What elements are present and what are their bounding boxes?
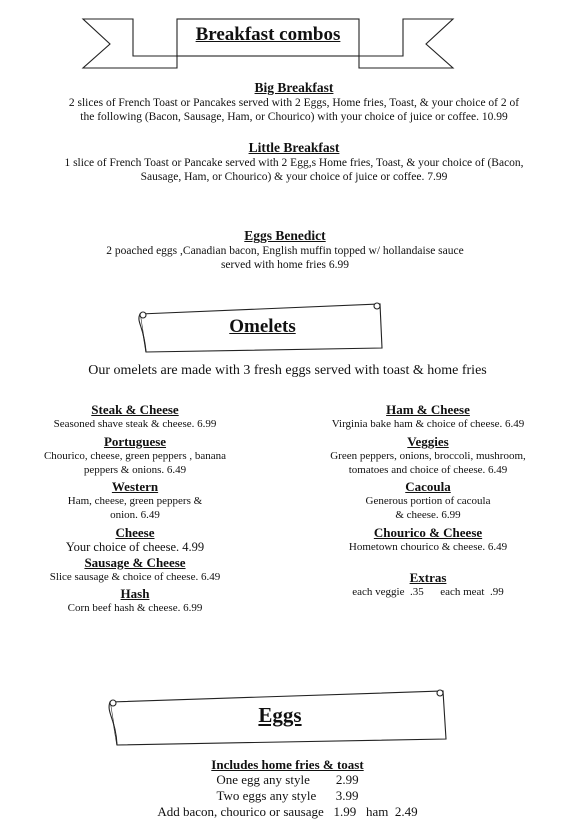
omelet-hash: [20, 586, 250, 616]
omelet-western: [20, 479, 250, 523]
omelets-left-column: [20, 402, 250, 615]
omelet-desc: Slice sausage & choice of cheese. 6.49: [49, 571, 221, 583]
omelets-right-column: [302, 402, 554, 600]
big-breakfast-desc-line2: the following (Bacon, Sausage, Ham, or Chourico) with your choice of juice or coffee. 10.99: [80, 111, 508, 123]
omelet-name: Extras: [409, 570, 447, 585]
omelet-name: Steak & Cheese: [91, 402, 179, 417]
omelets-title: Omelets: [229, 316, 296, 337]
omelet-sausage-cheese: [20, 555, 250, 585]
omelet-cacoula: [302, 479, 554, 523]
eggs-benedict-desc-line1: 2 poached eggs ,Canadian bacon, English muffin topped w/ hollandaise sauce: [106, 245, 464, 257]
omelet-steak-cheese: [20, 402, 250, 432]
omelet-name: Portuguese: [103, 433, 167, 449]
omelet-desc: tomatoes and choice of cheese. 6.49: [348, 464, 508, 476]
big-breakfast-item: [0, 80, 570, 124]
little-breakfast-name: Little Breakfast: [248, 140, 340, 155]
omelet-name: Western: [111, 478, 159, 494]
little-breakfast-item: [0, 140, 570, 184]
eggs-line: Two eggs any style 3.99: [216, 788, 359, 803]
eggs-section: [0, 757, 570, 820]
omelet-desc: onion. 6.49: [110, 509, 160, 521]
big-breakfast-name: Big Breakfast: [254, 80, 334, 95]
omelet-desc: Ham, cheese, green peppers &: [67, 494, 203, 507]
omelet-veggies: [302, 434, 554, 478]
eggs-line: Add bacon, chourico or sausage 1.99 ham 2.49: [157, 804, 418, 819]
omelet-name: Ham & Cheese: [386, 402, 470, 417]
eggs-benedict-desc-line2: served with home fries 6.99: [220, 259, 350, 271]
omelet-name: Cacoula: [405, 478, 451, 494]
omelet-cheese: [20, 525, 250, 555]
omelet-desc: Chourico, cheese, green peppers , banana: [43, 449, 227, 462]
omelet-desc: Hometown chourico & cheese. 6.49: [348, 540, 508, 553]
omelet-desc: Green peppers, onions, broccoli, mushroom,: [330, 449, 526, 462]
omelet-desc: & cheese. 6.99: [395, 509, 461, 521]
big-breakfast-desc-line1: 2 slices of French Toast or Pancakes served with 2 Eggs, Home fries, Toast, & your choice of 2 of: [68, 97, 520, 109]
omelet-portuguese: [20, 434, 250, 478]
omelet-name: Cheese: [115, 524, 155, 540]
eggs-benedict-item: [0, 228, 570, 272]
omelet-desc: Virginia bake ham & choice of cheese. 6.49: [331, 418, 525, 430]
eggs-title: Eggs: [258, 703, 302, 727]
omelet-desc: Your choice of cheese. 4.99: [65, 539, 205, 554]
little-breakfast-desc-line2: Sausage, Ham, or Chourico) & your choice of juice or coffee. 7.99: [140, 171, 448, 183]
eggs-line: One egg any style 2.99: [216, 772, 359, 787]
omelet-desc: peppers & onions. 6.49: [83, 464, 187, 476]
omelet-name: Sausage & Cheese: [84, 555, 186, 570]
omelets-intro: Our omelets are made with 3 fresh eggs served with toast & home fries: [88, 363, 487, 378]
omelet-desc: Corn beef hash & cheese. 6.99: [67, 601, 203, 614]
omelet-desc: Generous portion of cacoula: [365, 494, 491, 507]
omelet-extras: [302, 570, 554, 600]
eggs-heading: Includes home fries & toast: [211, 757, 364, 772]
omelet-desc: Seasoned shave steak & cheese. 6.99: [53, 418, 217, 430]
breakfast-combos-title: Breakfast combos: [195, 24, 341, 45]
omelet-name: Hash: [120, 585, 150, 601]
omelet-desc: each veggie .35 each meat .99: [352, 586, 504, 598]
omelet-name: Chourico & Cheese: [373, 524, 483, 540]
omelet-name: Veggies: [407, 433, 449, 449]
little-breakfast-desc-line1: 1 slice of French Toast or Pancake served with 2 Egg,s Home fries, Toast, & your choice of (Bacon,: [64, 157, 524, 169]
omelet-ham-cheese: [302, 402, 554, 432]
eggs-benedict-name: Eggs Benedict: [244, 228, 326, 243]
omelet-chourico-cheese: [302, 525, 554, 555]
